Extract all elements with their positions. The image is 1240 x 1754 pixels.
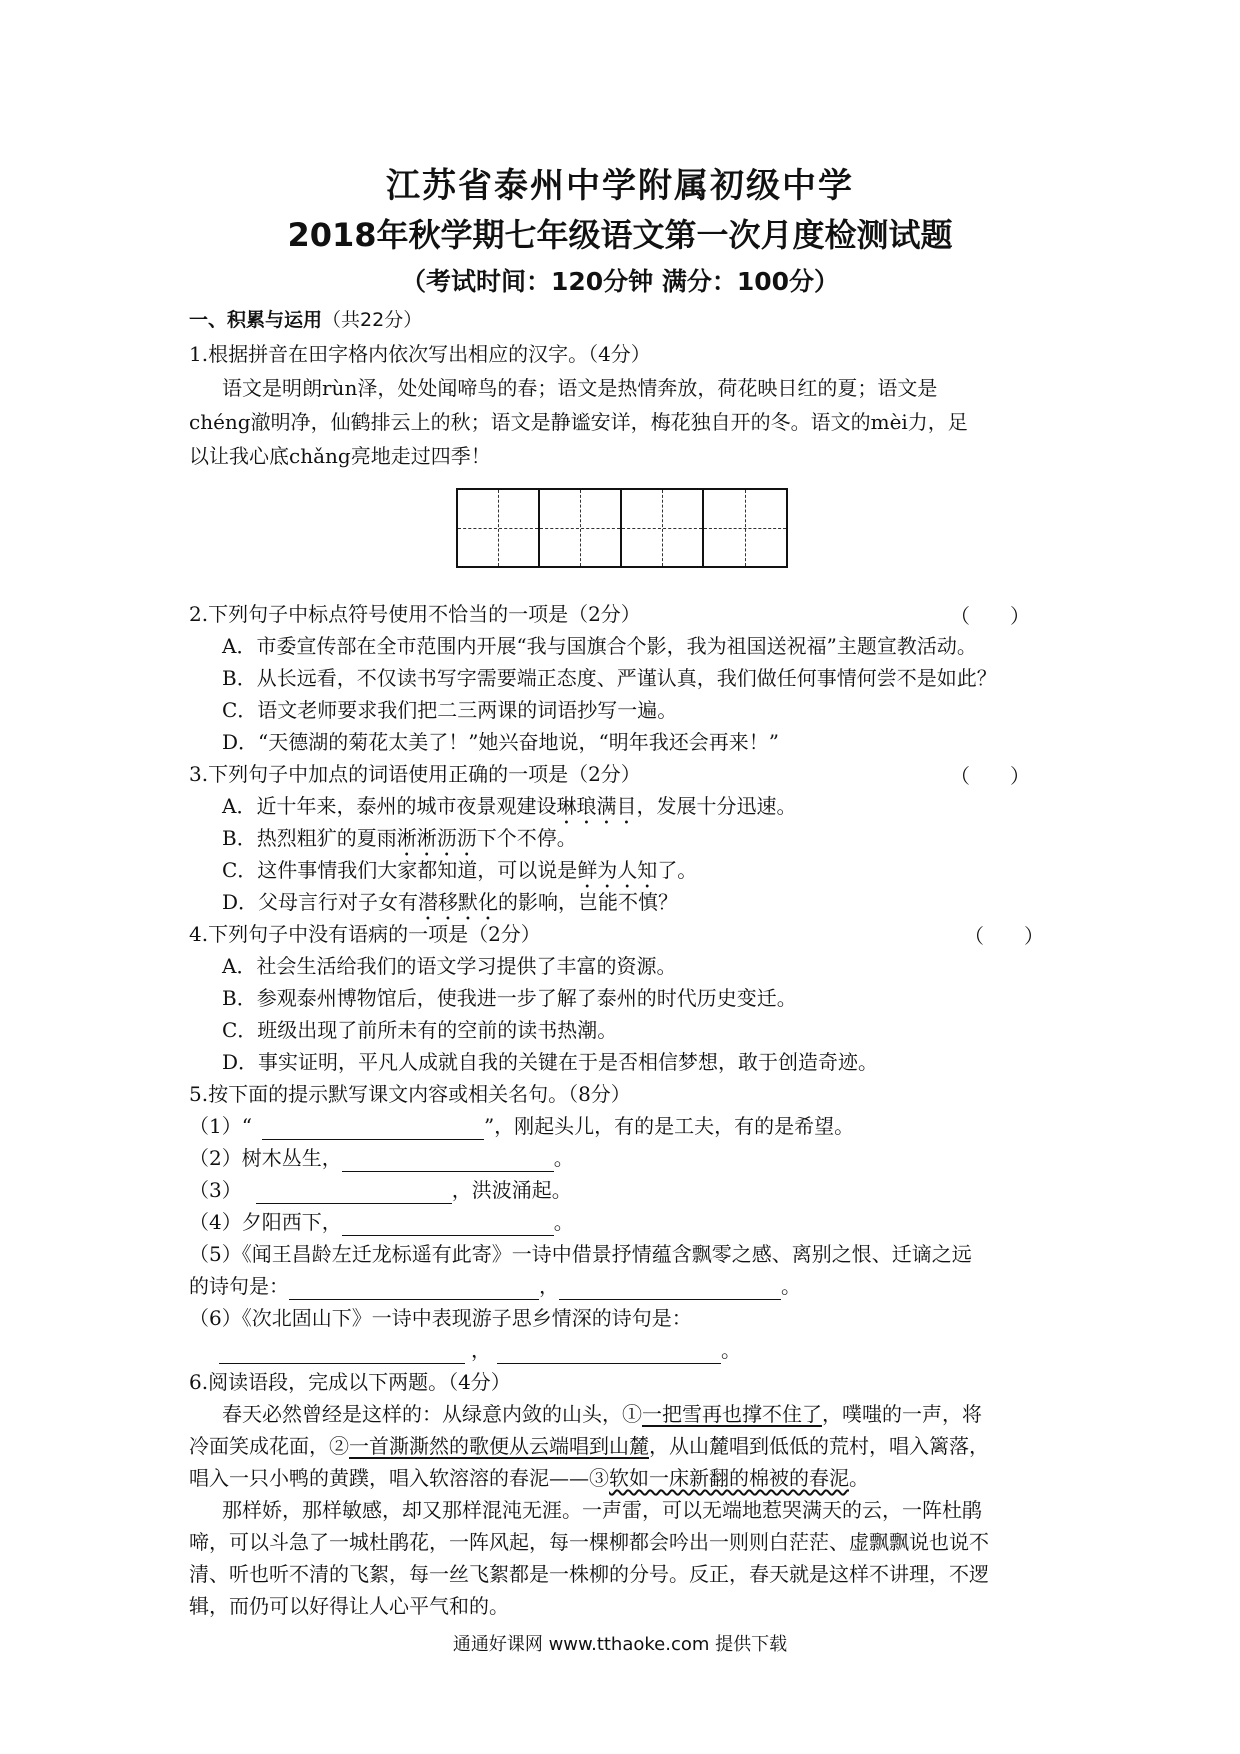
q1-stem: 1.根据拼音在田字格内依次写出相应的汉字。（4分） [189, 342, 651, 366]
q5-1-pre: （1）“ [189, 1114, 252, 1138]
q5-5-comma: ， [539, 1274, 559, 1298]
q2-answer-paren[interactable]: （ ） [950, 604, 1030, 628]
tianzi-cell-1[interactable] [458, 490, 540, 566]
tianzi-grid[interactable] [456, 488, 788, 568]
q6-underlined-3: 软如一床新翻的棉被的春泥 [609, 1466, 849, 1490]
q5-item-6-answer [189, 1336, 741, 1364]
q6-p1a-pre: 春天必然曾经是这样的：从绿意内敛的山头，① [222, 1402, 642, 1426]
q6-p1b-pre: 冷面笑成花面，② [189, 1434, 349, 1458]
exam-info: （考试时间：120分钟 满分：100分） [400, 267, 840, 296]
q5-5-blank-a[interactable] [289, 1277, 539, 1300]
tianzi-cell-2[interactable] [540, 490, 622, 566]
q5-6-blank-b[interactable] [497, 1341, 721, 1364]
q3-b-pre: B．热烈粗犷的夏雨 [222, 826, 397, 850]
q6-passage-line-5: 啼，可以斗急了一城杜鹃花，一阵风起，每一棵柳都会吟出一则则白茫茫、虚飘飘说也说不 [189, 1530, 989, 1554]
q5-stem: 5.按下面的提示默写课文内容或相关名句。（8分） [189, 1082, 631, 1106]
q6-passage-line-6: 清、听也听不清的飞絮，每一丝飞絮都是一株柳的分号。反正，春天就是这样不讲理，不逻 [189, 1562, 989, 1586]
q3-c-pre: C．这件事情我们大家都知道，可以说是 [222, 858, 578, 882]
q3-a-post: ，发展十分迅速。 [636, 794, 797, 818]
q5-item-6-prompt: （6）《次北固山下》一诗中表现游子思乡情深的诗句是： [189, 1306, 692, 1330]
q6-underlined-2: 一首澌澌然的歌便从云端唱到山麓 [349, 1434, 649, 1458]
q6-stem: 6.阅读语段，完成以下两题。（4分） [189, 1370, 511, 1394]
q5-4-blank[interactable] [342, 1213, 554, 1236]
q6-p1a-post: ，噗嗤的一声，将 [822, 1402, 982, 1426]
section-1-points: （共22分） [322, 309, 423, 331]
q5-1-post: ”，刚起头儿，有的是工夫，有的是希望。 [483, 1114, 855, 1138]
q6-passage-line-7: 辑，而仍可以好得让人心平气和的。 [189, 1594, 509, 1618]
q3-d-pre: D．父母言行对子女有 [222, 890, 419, 914]
q3-d-dotted: 潜移默化 [418, 890, 499, 914]
q3-c-post: 了。 [657, 858, 698, 882]
q6-underlined-1: 一把雪再也撑不住了 [642, 1402, 822, 1426]
q1-passage-line-2: chéng澈明净，仙鹤排云上的秋；语文是静谧安详，梅花独自开的冬。语文的mèi力，足 [189, 410, 968, 434]
q5-3-pre: （3） [189, 1178, 242, 1202]
q4-answer-paren[interactable]: （ ） [964, 924, 1044, 948]
q5-item-5-prompt: （5）《闻王昌龄左迁龙标遥有此寄》一诗中借景抒情蕴含飘零之感、离别之恨、迁谪之远 [189, 1242, 972, 1266]
tianzi-cell-3[interactable] [622, 490, 704, 566]
q5-2-post: 。 [553, 1146, 574, 1170]
q5-1-blank[interactable] [262, 1117, 484, 1140]
q5-5-period: 。 [781, 1274, 801, 1298]
q3-b-dotted: 淅淅沥沥 [396, 826, 477, 850]
q6-passage-line-4: 那样娇，那样敏感，却又那样混沌无涯。一声雷，可以无端地惹哭满天的云，一阵杜鹃 [222, 1498, 982, 1522]
q4-option-a: A．社会生活给我们的语文学习提供了丰富的资源。 [222, 954, 677, 978]
q1-passage-line-3: 以让我心底chǎng亮地走过四季！ [189, 444, 491, 468]
q3-a-pre: A．近十年来，泰州的城市夜景观建设 [222, 794, 557, 818]
q5-3-blank[interactable] [256, 1181, 452, 1204]
section-1-heading [189, 306, 422, 334]
section-1-title: 一、积累与运用 [189, 309, 323, 331]
q5-6-period: 。 [721, 1338, 741, 1362]
q5-6-comma: ， [471, 1338, 491, 1362]
q5-4-pre: （4）夕阳西下， [189, 1210, 342, 1234]
tianzi-cell-4[interactable] [704, 490, 786, 566]
q4-stem: 4.下列句子中没有语病的一项是（2分） [189, 922, 541, 946]
q5-2-blank[interactable] [342, 1149, 554, 1172]
q5-3-post: ，洪波涌起。 [451, 1178, 572, 1202]
q5-item-4 [189, 1208, 574, 1236]
q5-6-blank-a[interactable] [219, 1341, 465, 1364]
q5-item-3 [189, 1176, 572, 1204]
q5-5-pre: 的诗句是： [189, 1274, 289, 1298]
q1-passage-line-1: 语文是明朗rùn泽，处处闻啼鸟的春；语文是热情奔放，荷花映日红的夏；语文是 [222, 376, 938, 400]
q4-option-c: C．班级出现了前所未有的空前的读书热潮。 [222, 1018, 618, 1042]
q4-option-d: D．事实证明，平凡人成就自我的关键在于是否相信梦想，敢于创造奇迹。 [222, 1050, 879, 1074]
q4-option-b: B．参观泰州博物馆后，使我进一步了解了泰州的时代历史变迁。 [222, 986, 797, 1010]
q3-stem: 3.下列句子中加点的词语使用正确的一项是（2分） [189, 762, 641, 786]
q3-c-dotted: 鲜为人知 [577, 858, 658, 882]
q5-item-2 [189, 1144, 574, 1172]
q5-4-post: 。 [553, 1210, 574, 1234]
q3-b-post: 下个不停。 [476, 826, 577, 850]
q5-item-5-answer [189, 1272, 801, 1300]
q6-passage-line-2 [189, 1432, 989, 1460]
school-title: 江苏省泰州中学附属初级中学 [386, 166, 854, 206]
footer-download-note: 通通好课网 www.tthaoke.com 提供下载 [452, 1634, 788, 1655]
q6-p1c-pre: 唱入一只小鸭的黄蹼，唱入软溶溶的春泥——③ [189, 1466, 609, 1490]
exam-title: 2018年秋学期七年级语文第一次月度检测试题 [287, 216, 953, 254]
q2-option-c: C．语文老师要求我们把二三两课的词语抄写一遍。 [222, 698, 678, 722]
q5-2-pre: （2）树木丛生， [189, 1146, 342, 1170]
q6-p1c-post: 。 [849, 1466, 869, 1490]
q6-passage-line-1 [222, 1400, 982, 1428]
q2-stem: 2.下列句子中标点符号使用不恰当的一项是（2分） [189, 602, 641, 626]
q2-option-b: B．从长远看，不仅读书写字需要端正态度、严谨认真，我们做任何事情何尝不是如此？ [222, 666, 997, 690]
q2-option-d: D．“天德湖的菊花太美了！”她兴奋地说，“明年我还会再来！” [222, 730, 779, 754]
q5-item-1 [189, 1112, 854, 1140]
q2-option-a: A．市委宣传部在全市范围内开展“我与国旗合个影，我为祖国送祝福”主题宣教活动。 [222, 634, 977, 658]
q6-p1b-post: ，从山麓唱到低低的荒村，唱入篱落， [649, 1434, 989, 1458]
q5-5-blank-b[interactable] [559, 1277, 781, 1300]
q3-answer-paren[interactable]: （ ） [950, 764, 1030, 788]
q3-a-dotted: 琳琅满目 [556, 794, 637, 818]
q3-d-post: 的影响，岂能不慎？ [498, 890, 679, 914]
q6-passage-line-3 [189, 1464, 869, 1492]
